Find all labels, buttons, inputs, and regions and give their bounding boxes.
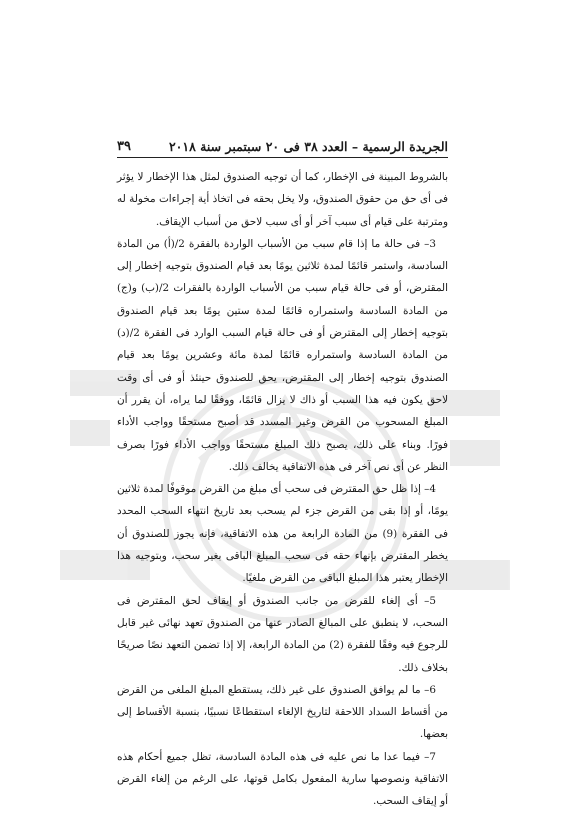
gazette-header-title: الجريدة الرسمية – العدد ٣٨ فى ٢٠ سبتمبر سنة ٢٠١٨ <box>168 139 448 154</box>
page-number: ٣٩ <box>117 139 131 154</box>
paragraph-item-7: 7– فيما عدا ما نص عليه فى هذه المادة السادسة، تظل جميع أحكام هذه الاتفاقية ونصوصها سارية المفعول بكامل قوتها، على الرغم من إلغاء القرض أو إيقاف السحب. <box>117 750 448 808</box>
article-body <box>117 166 448 813</box>
paragraph-item-5: 5– أى إلغاء للقرض من جانب الصندوق أو إيقاف لحق المقترض فى السحب، لا ينطبق على المبالغ الصادر عنها من الصندوق تعهد نهائى غير قابل للرجوع فيه وفقًا للفقرة (2) من المادة الرابعة، إلا إذا تضمن التعهد نصًا صريحًا بخلاف ذلك. <box>117 594 448 674</box>
page-header <box>117 130 448 158</box>
paragraph-item-3: 3– فى حالة ما إذا قام سبب من الأسباب الواردة بالفقرة 2/(أ) من المادة السادسة، واستمر قائمًا لمدة ثلاثين يومًا بعد قيام الصندوق بتوجيه إخطار إلى المقترض، أو فى حالة قيام سبب من الأسباب الواردة بالفقرات 2/(ب) و(ج) من المادة السادسة واستمراره قائمًا لمدة ستين يومًا بعد قيام الصندوق بتوجيه إخطار إلى المقترض أو فى حالة قيام السبب الوارد فى الفقرة 2/(د) من المادة السادسة واستمراره قائمًا لمدة مائة وعشرين يومًا بعد قيام الصندوق بتوجيه إخطار إلى المقترض، يحق للصندوق حينئذ أو فى أى وقت لاحق يكون فيه هذا السبب أو ذاك لا يزال قائمًا، ووفقًا لما يراه، أن يقرر أن المبلغ المسحوب من القرض وغير المسدد قد أصبح مستحقًا وواجب الأداء فورًا. وبناء على ذلك، يصبح ذلك المبلغ مستحقًا وواجب الأداء فورًا بصرف النظر عن أى نص آخر فى هذه الاتفاقية يخالف ذلك. <box>117 237 448 473</box>
paragraph-item-4: 4– إذا ظل حق المقترض فى سحب أى مبلغ من القرض موقوفًا لمدة ثلاثين يومًا، أو إذا بقى من القرض جزء لم يسحب بعد تاريخ انتهاء السحب المحدد فى الفقرة (9) من المادة الرابعة من هذه الاتفاقية، فإنه يجوز للصندوق أن يخطر المقترض بإنهاء حقه فى سحب المبلغ الباقى بغير سحب، وبتوجيه هذا الإخطار يعتبر هذا المبلغ الباقى من القرض ملغيًا. <box>117 483 448 585</box>
paragraph-item-6: 6– ما لم يوافق الصندوق على غير ذلك، يستقطع المبلغ الملغى من القرض من أقساط السداد اللاحقة لتاريخ الإلغاء استقطاعًا نسبيًا، بنسبة الأقساط إلى بعضها. <box>117 683 448 741</box>
paragraph-continuation: بالشروط المبينة فى الإخطار، كما أن توجيه الصندوق لمثل هذا الإخطار لا يؤثر فى أى حق من حقوق الصندوق، ولا يخل بحقه فى اتخاذ أية إجراءات مخولة له ومترتبة على قيام أى سبب آخر أو أى سبب لاحق من أسباب الإيقاف. <box>117 171 448 228</box>
